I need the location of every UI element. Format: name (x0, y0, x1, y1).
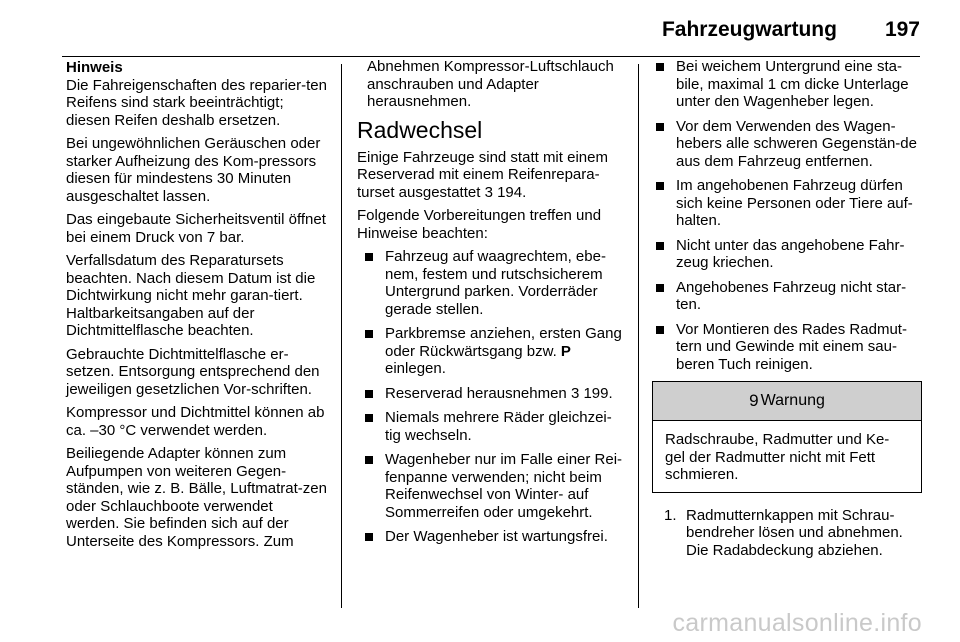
paragraph: Gebrauchte Dichtmittelflasche er-setzen. Entsorgung entsprechend den jeweiligen gesetzlichen Vor-schriften. (66, 345, 320, 398)
list-item: Vor Montieren des Rades Radmut-tern und Gewinde mit einem sau-beren Tuch reinigen. (656, 321, 922, 374)
column-2 (357, 58, 623, 553)
list-item: Reserverad herausnehmen 3 199. (365, 385, 623, 403)
section-heading: Radwechsel (357, 116, 483, 143)
list-item: Der Wagenheber ist wartungsfrei. (365, 528, 623, 546)
column-1 (66, 58, 328, 556)
list-item: Wagenheber nur im Falle einer Rei-fenpanne verwenden; nicht beim Reifenwechsel von Winter- auf Sommerreifen oder umgekehrt. (365, 451, 623, 521)
list-item: Nicht unter das angehobene Fahr-zeug kriechen. (656, 237, 922, 272)
paragraph: Beiliegende Adapter können zum Aufpumpen von weiteren Gegen-ständen, wie z. B. Bälle, Luftmatrat-zen oder Schlauchboote verwendet werden. Sie befinden sich auf der Unterseite des Kompressors. Zum (66, 445, 327, 550)
list-item: Angehobenes Fahrzeug nicht star-ten. (656, 279, 922, 314)
warning-triangle-icon: 9 (749, 391, 759, 411)
list-item: Bei weichem Untergrund eine sta-bile, maximal 1 cm dicke Unterlage unter den Wagenheber legen. (656, 58, 922, 111)
header-rule (62, 56, 920, 57)
page-title: Fahrzeugwartung (661, 18, 837, 41)
warning-header (653, 382, 921, 421)
gear-symbol: P (560, 342, 571, 360)
column-divider-2 (638, 64, 639, 608)
step-text: Radmutternkappen mit Schrau-bendreher lösen und abnehmen. Die Radabdeckung abziehen. (686, 506, 903, 559)
paragraph-continuation: Abnehmen Kompressor-Luftschlauch anschrauben und Adapter herausnehmen. (367, 58, 614, 110)
warning-title: Warnung (760, 392, 825, 410)
bullet-list (652, 58, 922, 373)
column-3 (652, 58, 922, 559)
note-title: Hinweis (66, 59, 123, 76)
paragraph: Das eingebaute Sicherheitsventil öffnet bei einem Druck von 7 bar. (66, 211, 326, 246)
list-item: Vor dem Verwenden des Wagen-hebers alle schweren Gegenstän-de aus dem Fahrzeug entfernen. (656, 118, 922, 171)
list-item-text: Parkbremse anziehen, ersten Gang oder Rückwärtsgang bzw. (385, 325, 622, 360)
paragraph: Einige Fahrzeuge sind statt mit einem Reserverad mit einem Reifenrepara-turset ausgestattet 3 194. (357, 148, 608, 201)
step-item (652, 507, 922, 560)
list-item: Niemals mehrere Räder gleichzei-tig wechseln. (365, 409, 623, 444)
step-number: 1. (664, 506, 677, 524)
paragraph: Verfallsdatum des Reparatursets beachten. Nach diesem Datum ist die Dichtwirkung nicht mehr garan-tiert. Haltbarkeitsangaben auf der Dichtmittelflasche beachten. (66, 252, 316, 339)
warning-box (652, 381, 922, 493)
bullet-list (357, 248, 623, 546)
page-number: 197 (884, 18, 920, 41)
list-item-text: einlegen. (385, 360, 446, 377)
page-header (662, 18, 920, 42)
step-list (652, 507, 922, 560)
list-item: Im angehobenen Fahrzeug dürfen sich keine Personen oder Tiere auf-halten. (656, 177, 922, 230)
paragraph: Kompressor und Dichtmittel können ab ca. –30 °C verwendet werden. (66, 404, 325, 439)
watermark: carmanualsonline.info (672, 609, 922, 637)
paragraph: Folgende Vorbereitungen treffen und Hinweise beachten: (357, 207, 602, 242)
column-divider-1 (341, 64, 342, 608)
list-item: Fahrzeug auf waagrechtem, ebe-nem, festem und rutschsicherem Untergrund parken. Vorderräder gerade stellen. (365, 248, 623, 318)
paragraph: Die Fahreigenschaften des reparier-ten Reifens sind stark beeinträchtigt; diesen Reifen deshalb ersetzen. (66, 76, 327, 129)
paragraph: Bei ungewöhnlichen Geräuschen oder starker Aufheizung des Kom-pressors diesen für mindestens 30 Minuten ausgeschaltet lassen. (66, 135, 321, 205)
list-item (365, 325, 623, 378)
warning-text: Radschraube, Radmutter und Ke-gel der Radmutter nicht mit Fett schmieren. (665, 431, 890, 483)
